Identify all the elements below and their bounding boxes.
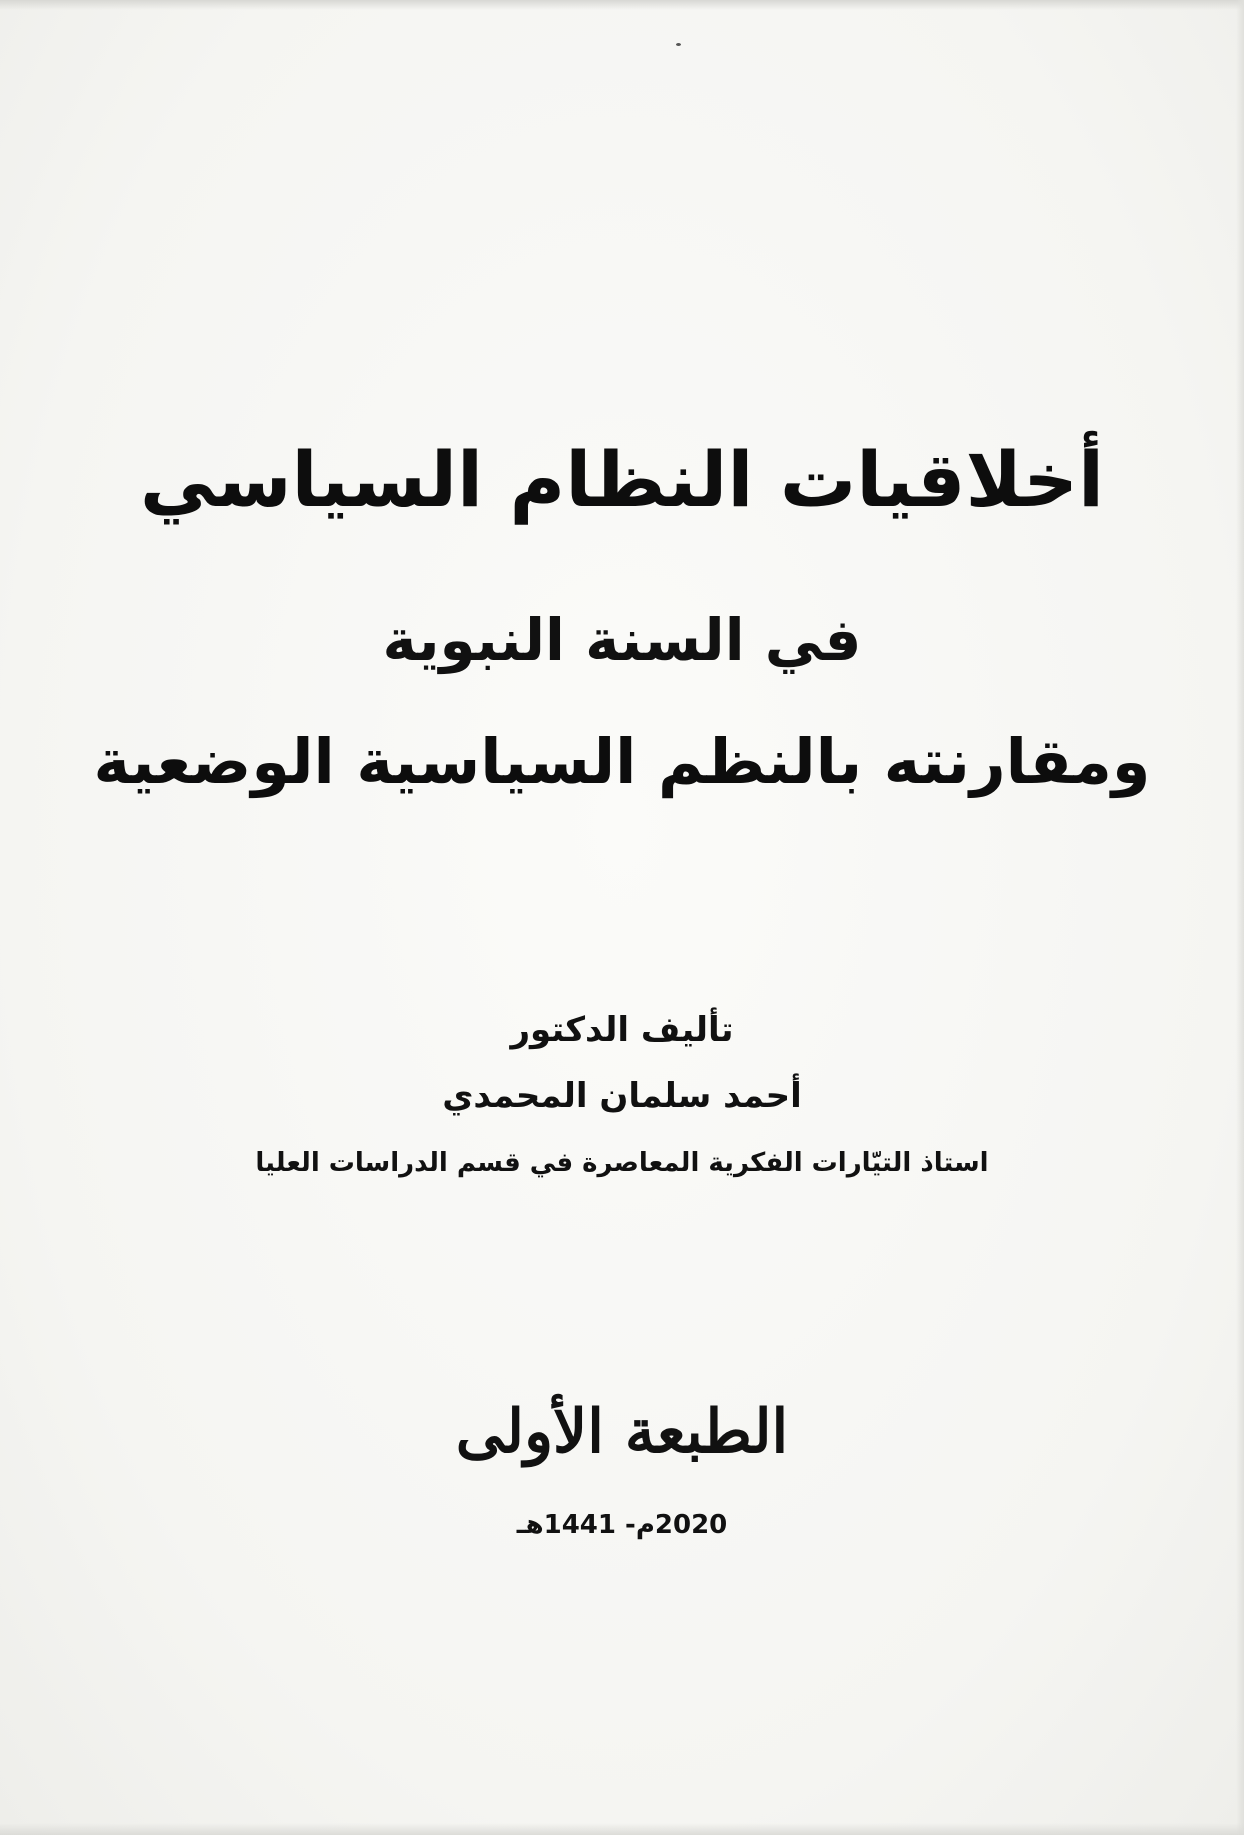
author-name: أحمد سلمان المحمدي [442, 1076, 802, 1116]
main-title: أخلاقيات النظام السياسي [139, 435, 1105, 524]
author-position: استاذ التيّارات الفكرية المعاصرة في قسم الدراسات العليا [255, 1148, 989, 1178]
scan-edge-bottom [0, 1823, 1244, 1835]
author-label: تأليف الدكتور [510, 1010, 734, 1050]
subtitle-line-2: ومقارنته بالنظم السياسية الوضعية [93, 725, 1151, 798]
subtitle-line-1: في السنة النبوية [382, 606, 862, 674]
edition-label: الطبعة الأولى [455, 1397, 789, 1467]
scan-edge-top [0, 0, 1244, 10]
scan-speck [676, 43, 681, 46]
publication-date: 2020م- 1441هـ [516, 1510, 728, 1540]
scan-edge-right [1236, 0, 1244, 1835]
